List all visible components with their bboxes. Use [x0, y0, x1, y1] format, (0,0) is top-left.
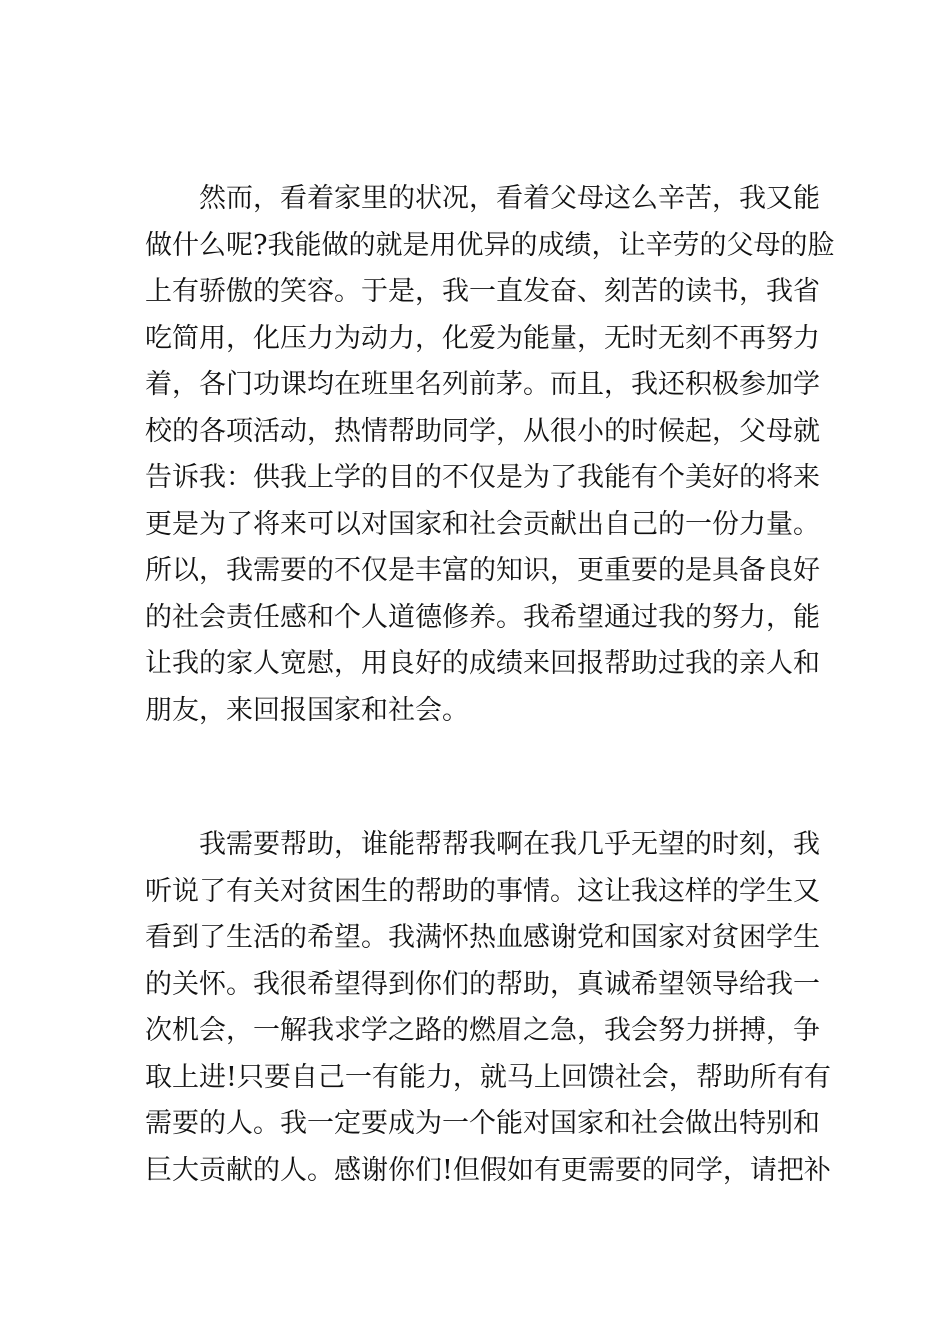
paragraph-1-line: 然而，看着家里的状况，看着父母这么辛苦，我又能	[199, 183, 820, 214]
paragraph-1-line: 做什么呢?我能做的就是用优异的成绩，让辛劳的父母的脸	[145, 229, 835, 261]
paragraph-2-line: 取上进!只要自己一有能力，就马上回馈社会，帮助所有有	[145, 1061, 831, 1093]
paragraph-1-line: 着，各门功课均在班里名列前茅。而且，我还积极参加学	[145, 369, 820, 400]
paragraph-1-line: 校的各项活动，热情帮助同学，从很小的时候起，父母就	[145, 415, 820, 447]
paragraph-1	[145, 176, 835, 734]
paragraph-2-line: 听说了有关对贫困生的帮助的事情。这让我这样的学生又	[145, 875, 820, 907]
paragraph-1-line: 朋友，来回报国家和社会。	[145, 694, 469, 726]
paragraph-1-line: 吃简用，化压力为动力，化爱为能量，无时无刻不再努力	[145, 322, 820, 354]
paragraph-2-line: 需要的人。我一定要成为一个能对国家和社会做出特别和	[145, 1108, 820, 1139]
paragraph-1-line: 让我的家人宽慰，用良好的成绩来回报帮助过我的亲人和	[145, 648, 820, 679]
paragraph-2-line: 的关怀。我很希望得到你们的帮助，真诚希望领导给我一	[145, 968, 820, 1000]
paragraph-2	[145, 822, 831, 1194]
paragraph-1-line: 更是为了将来可以对国家和社会贡献出自己的一份力量。	[145, 508, 820, 540]
paragraph-1-line: 上有骄傲的笑容。于是，我一直发奋、刻苦的读书，我省	[145, 276, 820, 307]
paragraph-2-line: 次机会，一解我求学之路的燃眉之急，我会努力拼搏，争	[145, 1015, 820, 1046]
paragraph-2-line: 巨大贡献的人。感谢你们!但假如有更需要的同学，请把补	[145, 1154, 831, 1186]
paragraph-2-line: 看到了生活的希望。我满怀热血感谢党和国家对贫困学生	[145, 922, 820, 953]
paragraph-1-line: 所以，我需要的不仅是丰富的知识，更重要的是具备良好	[145, 555, 820, 586]
paragraph-1-line: 的社会责任感和个人道德修养。我希望通过我的努力，能	[145, 601, 820, 633]
paragraph-2-line: 我需要帮助，谁能帮帮我啊在我几乎无望的时刻，我	[199, 829, 820, 860]
paragraph-1-line: 告诉我：供我上学的目的不仅是为了我能有个美好的将来	[145, 462, 820, 493]
